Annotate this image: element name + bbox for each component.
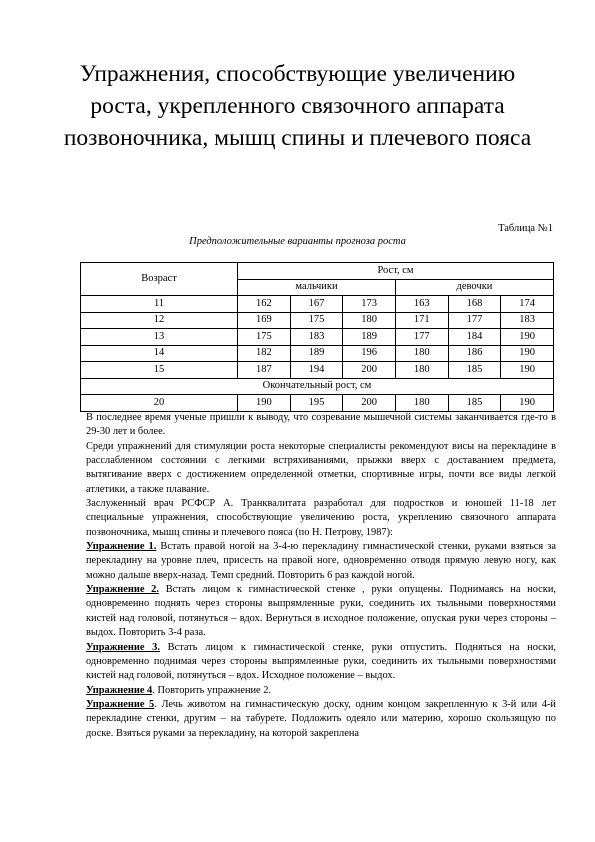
value-cell: 200: [343, 395, 396, 412]
table-row: [81, 362, 554, 379]
final-height-label: Окончательный рост, см: [81, 378, 554, 395]
height-header: Рост, см: [238, 263, 554, 280]
paragraph: В последнее время ученые пришли к выводу, что созревание мышечной системы заканчивается где-то в 29-30 лет и более.: [86, 412, 556, 438]
value-cell: 171: [395, 312, 448, 329]
table-row: [81, 312, 554, 329]
age-cell: 11: [81, 296, 238, 313]
table-row: [81, 296, 554, 313]
value-cell: 185: [448, 395, 501, 412]
exercise-paragraph: [86, 641, 556, 684]
table-row: [81, 329, 554, 346]
value-cell: 190: [501, 329, 554, 346]
table-header-row: [81, 263, 554, 280]
growth-forecast-table: [80, 262, 554, 412]
value-cell: 182: [238, 345, 291, 362]
exercise-text: Встать лицом к гимнастической стенке , руки опущены. Поднимаясь на носки, одновременно поднять через стороны выпрямленные руки, соединить их тыльными поверхностями кистей над головой, потянуться – вдох. Вернуться в исходное положение, опуская руки через стороны – выдох. Повторить 3-4 раза.: [86, 584, 556, 639]
exercise-label: Упражнение 3.: [86, 641, 160, 653]
value-cell: 190: [501, 345, 554, 362]
exercise-text: Встать лицом к гимнастической стенке, руки отпустить. Подняться на носки, одновременно поднимая через стороны выпрямленные руки, соединить их тыльными поверхностями кистей над головой, потянуться – вдох. Исходное положение – выдох.: [86, 641, 556, 682]
age-cell: 20: [81, 395, 238, 412]
exercise-text: . Лечь животом на гимнастическую доску, одним концом закрепленную к 3-й или 4-й перекладине стенки, другим – на табурете. Подложить одеяло или материю, хорошо скользящую по доске. Взяться руками за перекладину, на которой закреплена: [86, 698, 556, 739]
exercise-label: Упражнение 2.: [86, 584, 159, 596]
exercise-text: . Повторить упражнение 2.: [152, 684, 272, 696]
exercise-label: Упражнение 4: [86, 684, 153, 696]
age-cell: 15: [81, 362, 238, 379]
value-cell: 183: [501, 312, 554, 329]
value-cell: 162: [238, 296, 291, 313]
value-cell: 163: [395, 296, 448, 313]
table-row: [81, 345, 554, 362]
table-caption: Предположительные варианты прогноза роста: [189, 236, 406, 247]
paragraph: Среди упражнений для стимуляции роста некоторые специалисты рекомендуют висы на перекладине в расслабленном состоянии с легкими встряхиваниями, прыжки вверх с доставанием предмета, вытягивание вверх с достижением определенной отметки, спортивные игры, почти все виды легкой атлетики, а также плавание.: [86, 440, 556, 495]
girls-header: девочки: [395, 279, 553, 296]
exercise-label: Упражнение 5: [86, 698, 155, 710]
exercise-label: Упражнение 1.: [86, 541, 157, 553]
value-cell: 177: [395, 329, 448, 346]
exercise-text: Встать правой ногой на 3-4-ю перекладину гимнастической стенки, руками взяться за перекладину на уровне плеч, присесть на правой ноге, одновременно отводя прямую левую ногу, как можно дальше вверх-назад. Темп средний. Повторить 6 раз каждой ногой.: [86, 541, 556, 581]
value-cell: 168: [448, 296, 501, 313]
exercise-paragraph: [86, 698, 556, 741]
value-cell: 184: [448, 329, 501, 346]
value-cell: 180: [395, 345, 448, 362]
table-row: [81, 395, 554, 412]
paragraph: Заслуженный врач РСФСР А. Транквалитата разработал для подростков и юношей 11-18 лет специальные упражнения, способствующие увеличению роста, укреплению связочного аппарата позвоночника, мышц спины и плечевого пояса (по Н. Петрову, 1987):: [86, 498, 556, 538]
value-cell: 195: [290, 395, 343, 412]
value-cell: 175: [238, 329, 291, 346]
value-cell: 183: [290, 329, 343, 346]
age-cell: 13: [81, 329, 238, 346]
value-cell: 196: [343, 345, 396, 362]
value-cell: 185: [448, 362, 501, 379]
boys-header: мальчики: [238, 279, 396, 296]
age-cell: 14: [81, 345, 238, 362]
value-cell: 180: [343, 312, 396, 329]
exercise-paragraph: [86, 583, 556, 640]
document-title: Упражнения, способствующие увеличению роста, укрепленного связочного аппарата позвоночника, мышц спины и плечевого пояса: [63, 61, 532, 151]
value-cell: 187: [238, 362, 291, 379]
value-cell: 174: [501, 296, 554, 313]
value-cell: 200: [343, 362, 396, 379]
exercise-paragraph: [86, 540, 556, 583]
value-cell: 167: [290, 296, 343, 313]
value-cell: 186: [448, 345, 501, 362]
value-cell: 180: [395, 362, 448, 379]
exercise-paragraph: [86, 684, 556, 698]
final-height-label-row: [81, 378, 554, 395]
value-cell: 175: [290, 312, 343, 329]
value-cell: 173: [343, 296, 396, 313]
value-cell: 189: [343, 329, 396, 346]
table-number: Таблица №1: [498, 223, 553, 234]
value-cell: 190: [238, 395, 291, 412]
value-cell: 169: [238, 312, 291, 329]
value-cell: 194: [290, 362, 343, 379]
value-cell: 177: [448, 312, 501, 329]
age-header: Возраст: [81, 263, 238, 296]
body-text: [86, 411, 556, 741]
value-cell: 180: [395, 395, 448, 412]
value-cell: 190: [501, 395, 554, 412]
value-cell: 190: [501, 362, 554, 379]
value-cell: 189: [290, 345, 343, 362]
age-cell: 12: [81, 312, 238, 329]
